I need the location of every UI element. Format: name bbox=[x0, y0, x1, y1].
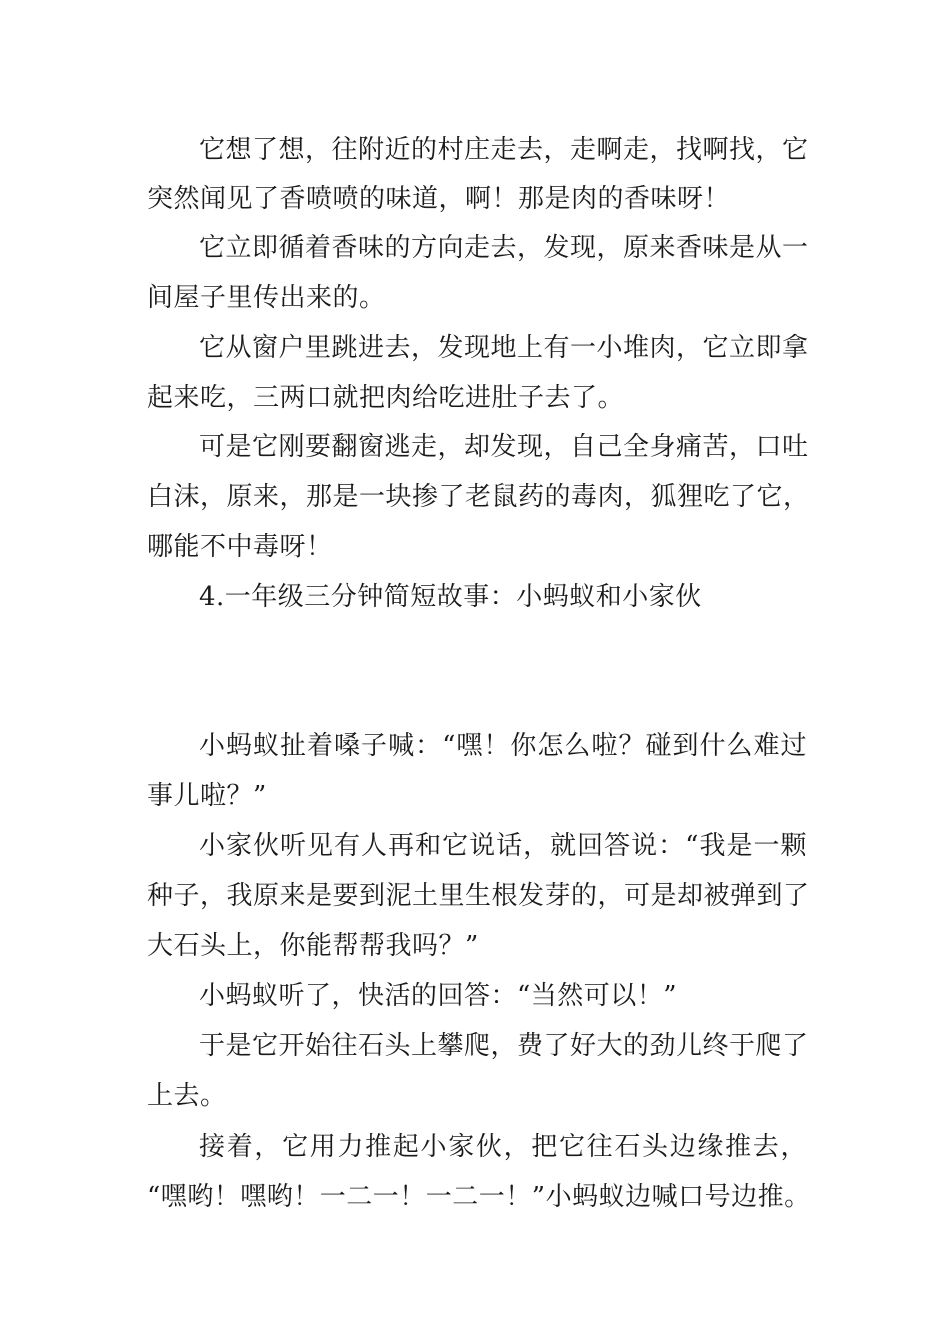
paragraph-7-line-2: 种子，我原来是要到泥土里生根发芽的，可是却被弹到了 bbox=[147, 881, 810, 911]
paragraph-7-line-1: 小家伙听见有人再和它说话，就回答说：“我是一颗 bbox=[199, 831, 807, 861]
paragraph-3-line-2: 起来吃，三两口就把肉给吃进肚子去了。 bbox=[147, 383, 625, 413]
paragraph-3-line-1: 它从窗户里跳进去，发现地上有一小堆肉，它立即拿 bbox=[199, 333, 809, 363]
paragraph-9-line-2: 上去。 bbox=[147, 1081, 227, 1111]
paragraph-6-line-2: 事儿啦？” bbox=[147, 781, 267, 811]
section-heading: 4.一年级三分钟简短故事：小蚂蚁和小家伙 bbox=[199, 582, 702, 612]
paragraph-4-line-3: 哪能不中毒呀！ bbox=[147, 532, 333, 562]
paragraph-7-line-3: 大石头上，你能帮帮我吗？” bbox=[147, 931, 479, 961]
paragraph-4-line-1: 可是它刚要翻窗逃走，却发现，自己全身痛苦，口吐 bbox=[199, 432, 809, 462]
paragraph-8-line-1: 小蚂蚁听了，快活的回答：“当然可以！” bbox=[199, 981, 678, 1011]
paragraph-6-line-1: 小蚂蚁扯着嗓子喊：“嘿！你怎么啦？碰到什么难过 bbox=[199, 731, 807, 761]
paragraph-1-line-1: 它想了想，往附近的村庄走去，走啊走，找啊找，它 bbox=[199, 135, 809, 165]
paragraph-10-line-2: “嘿哟！嘿哟！一二一！一二一！”小蚂蚁边喊口号边推。 bbox=[147, 1182, 811, 1212]
paragraph-10-line-1: 接着，它用力推起小家伙，把它往石头边缘推去， bbox=[199, 1132, 807, 1162]
paragraph-9-line-1: 于是它开始往石头上攀爬，费了好大的劲儿终于爬了 bbox=[199, 1031, 809, 1061]
paragraph-2-line-1: 它立即循着香味的方向走去，发现，原来香味是从一 bbox=[199, 233, 809, 263]
paragraph-1-line-2: 突然闻见了香喷喷的味道，啊！那是肉的香味呀！ bbox=[147, 184, 731, 214]
paragraph-4-line-2: 白沫，原来，那是一块掺了老鼠药的毒肉，狐狸吃了它， bbox=[147, 482, 810, 512]
paragraph-2-line-2: 间屋子里传出来的。 bbox=[147, 283, 386, 313]
